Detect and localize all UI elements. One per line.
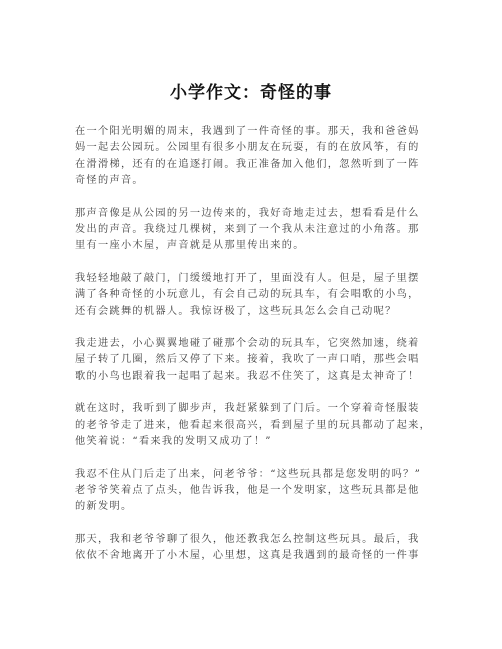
essay-body [75,124,495,581]
text-line: 屋子转了几圈，然后又停了下来。接着，我吹了一声口哨，那些会唱 [75,354,420,366]
text-line: 我忍不住从门后走了出来，问老爷爷：“这些玩具都是您发明的吗？” [75,468,422,480]
text-line: 的新发明。 [75,501,133,513]
text-line: 奇怪的声音。 [75,175,144,187]
paragraph-2 [75,206,495,255]
paragraph-5 [75,401,495,450]
text-line: 我轻轻地敲了敲门，门缓缓地打开了，里面没有人。但是，屋子里摆 [75,272,420,284]
paragraph-1 [75,124,495,190]
text-line: 歌的小鸟也跟着我一起唱了起来。我忍不住笑了，这真是太神奇了！ [75,370,420,382]
text-line: 在一个阳光明媚的周末，我遇到了一件奇怪的事。那天，我和爸爸妈 [75,126,420,137]
paragraph-6 [75,467,495,516]
text-line: 满了各种奇怪的小玩意儿，有会自己动的玩具车，有会唱歌的小鸟， [75,289,420,301]
text-line: 我走进去，小心翼翼地碰了碰那个会动的玩具车，它突然加速，绕着 [75,338,420,350]
document-title: 小学作文：奇怪的事 [170,83,332,103]
text-line: 依依不舍地离开了小木屋，心里想，这真是我遇到的最奇怪的一件事 [75,550,420,562]
text-line: 的老爷爷走了进来，他看起来很高兴，看到屋子里的玩具都动了起来， [75,419,432,431]
text-line: 就在这时，我听到了脚步声，我赶紧躲到了门后。一个穿着奇怪服装 [75,403,420,415]
text-line: 老爷爷笑着点了点头，他告诉我，他是一个发明家，这些玩具都是他 [75,484,420,496]
text-line: 那天，我和老爷爷聊了很久，他还教我怎么控制这些玩具。最后，我 [75,533,420,545]
text-line: 妈一起去公园玩。公园里有很多小朋友在玩耍，有的在放风筝，有的 [75,142,420,154]
paragraph-4 [75,336,495,385]
paragraph-7 [75,532,495,565]
text-line: 发出的声音。我绕过几棵树，来到了一个我从未注意过的小角落。那 [75,224,420,236]
text-line: 还有会跳舞的机器人。我惊讶极了，这些玩具怎么会自己动呢？ [75,305,397,317]
text-line: 他笑着说：“看来我的发明又成功了！” [75,436,272,448]
text-line: 在滑滑梯，还有的在追逐打闹。我正准备加入他们，忽然听到了一阵 [75,158,420,170]
text-line: 那声音像是从公园的另一边传来的，我好奇地走过去，想看看是什么 [75,207,420,219]
text-line: 里有一座小木屋，声音就是从那里传出来的。 [75,240,305,252]
paragraph-3 [75,271,495,320]
